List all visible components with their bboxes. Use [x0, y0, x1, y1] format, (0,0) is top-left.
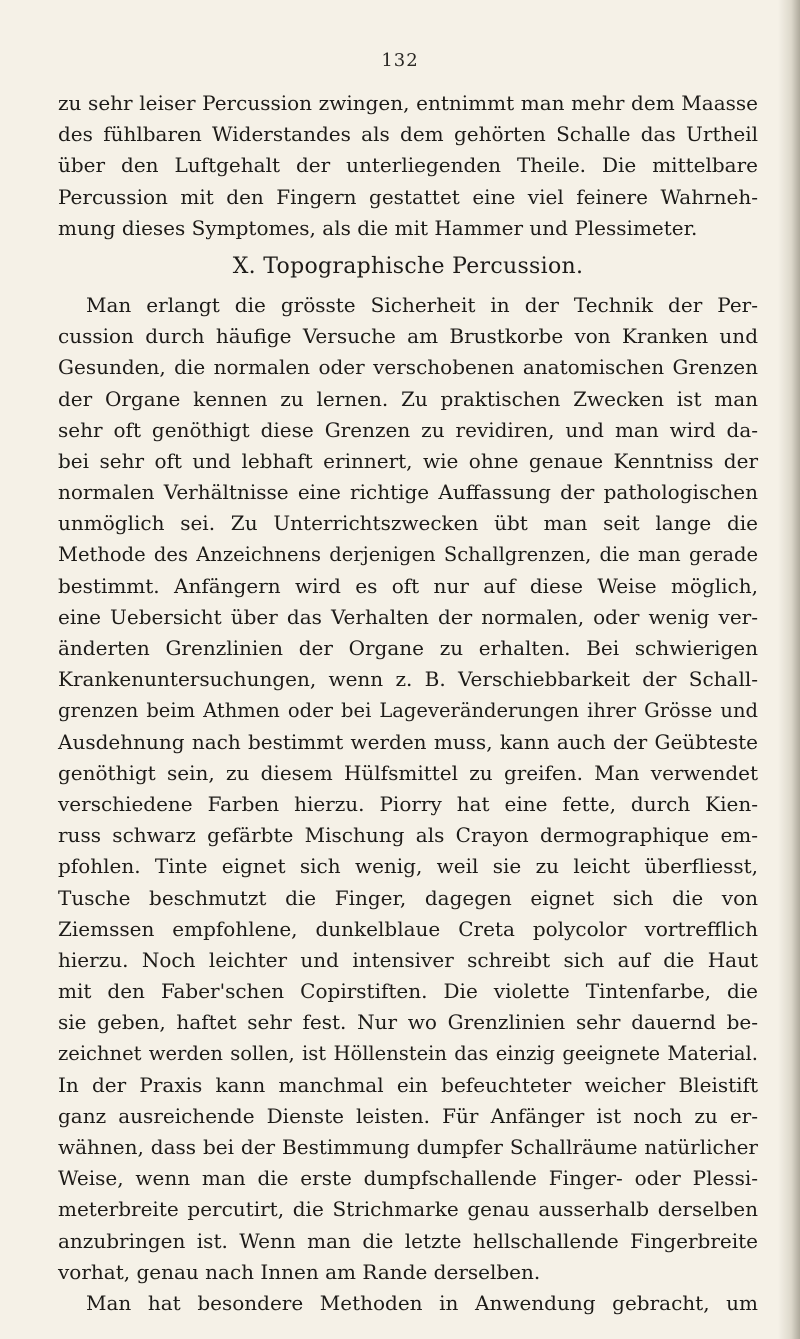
- text-line: Man erlangt die grösste Sicherheit in der Technik der Per-: [86, 292, 758, 317]
- text-line: bestimmt. Anfängern wird es oft nur auf diese Weise möglich,: [58, 573, 758, 598]
- text-line: des fühlbaren Widerstandes als dem gehörten Schalle das Urtheil: [58, 122, 758, 147]
- text-line: der Organe kennen zu lernen. Zu praktischen Zwecken ist man: [58, 386, 758, 411]
- text-line: zeichnet werden sollen, ist Höllenstein das einzig geeignete Material.: [58, 1042, 758, 1066]
- text-line: zu sehr leiser Percussion zwingen, entnimmt man mehr dem Maasse: [58, 91, 758, 115]
- page-number: 132: [381, 50, 419, 71]
- text-line: Percussion mit den Fingern gestattet eine viel feinere Wahrneh-: [58, 184, 758, 209]
- text-line: über den Luftgehalt der unterliegenden Theile. Die mittelbare: [58, 153, 758, 178]
- text-line: genöthigt sein, zu diesem Hülfsmittel zu greifen. Man verwendet: [58, 760, 758, 785]
- text-line: normalen Verhältnisse eine richtige Auffassung der pathologischen: [58, 480, 758, 505]
- paragraph-2: [58, 290, 758, 1288]
- text-line: Weise, wenn man die erste dumpfschallende Finger- oder Plessi-: [58, 1166, 758, 1191]
- text-line: Ziemssen empfohlene, dunkelblaue Creta polycolor vortrefflich: [58, 916, 758, 941]
- text-line: cussion durch häufige Versuche am Brustkorbe von Kranken und: [58, 324, 758, 349]
- text-line: unmöglich sei. Zu Unterrichtszwecken übt man seit lange die: [58, 511, 758, 536]
- text-line: anzubringen ist. Wenn man die letzte hellschallende Fingerbreite: [58, 1228, 758, 1253]
- text-line: verschiedene Farben hierzu. Piorry hat eine fette, durch Kien-: [58, 791, 758, 816]
- text-line: mit den Faber'schen Copirstiften. Die violette Tintenfarbe, die: [58, 979, 758, 1004]
- paragraph-1: [58, 88, 758, 244]
- text-line: eine Uebersicht über das Verhalten der normalen, oder wenig ver-: [58, 604, 758, 629]
- text-line: änderten Grenzlinien der Organe zu erhalten. Bei schwierigen: [58, 636, 758, 660]
- text-line: Ausdehnung nach bestimmt werden muss, kann auch der Geübteste: [58, 729, 758, 754]
- text-line: bei sehr oft und lebhaft erinnert, wie ohne genaue Kenntniss der: [58, 448, 758, 473]
- text-line: vorhat, genau nach Innen am Rande derselben.: [58, 1259, 541, 1284]
- text-line: Krankenuntersuchungen, wenn z. B. Verschiebbarkeit der Schall-: [58, 667, 758, 692]
- paragraph-3: [58, 1288, 758, 1319]
- text-line: Tusche beschmutzt die Finger, dagegen eignet sich die von: [58, 885, 758, 910]
- text-line: Gesunden, die normalen oder verschobenen anatomischen Grenzen: [58, 355, 758, 380]
- text-line: pfohlen. Tinte eignet sich wenig, weil sie zu leicht überfliesst,: [58, 854, 758, 879]
- page-edge-shadow: [778, 0, 800, 1339]
- section-heading: X. Topographische Percussion.: [232, 253, 584, 279]
- text-line: sie geben, haftet sehr fest. Nur wo Grenzlinien sehr dauernd be-: [58, 1010, 758, 1035]
- text-line: ganz ausreichende Dienste leisten. Für Anfänger ist noch zu er-: [58, 1103, 758, 1128]
- text-line: wähnen, dass bei der Bestimmung dumpfer Schallräume natürlicher: [58, 1135, 758, 1159]
- text-line: hierzu. Noch leichter und intensiver schreibt sich auf die Haut: [58, 947, 758, 972]
- text-line: Man hat besondere Methoden in Anwendung gebracht, um: [86, 1290, 758, 1315]
- text-line: Methode des Anzeichnens derjenigen Schallgrenzen, die man gerade: [58, 543, 758, 567]
- text-line: russ schwarz gefärbte Mischung als Crayon dermographique em-: [58, 823, 758, 848]
- text-line: mung dieses Symptomes, als die mit Hammer und Plessimeter.: [58, 215, 698, 240]
- text-line: sehr oft genöthigt diese Grenzen zu revidiren, und man wird da-: [58, 417, 758, 442]
- text-line: grenzen beim Athmen oder bei Lageveränderungen ihrer Grösse und: [58, 699, 758, 723]
- text-line: meterbreite percutirt, die Strichmarke genau ausserhalb derselben: [58, 1197, 758, 1222]
- text-line: In der Praxis kann manchmal ein befeuchteter weicher Bleistift: [58, 1072, 758, 1097]
- text-block: [58, 88, 758, 1319]
